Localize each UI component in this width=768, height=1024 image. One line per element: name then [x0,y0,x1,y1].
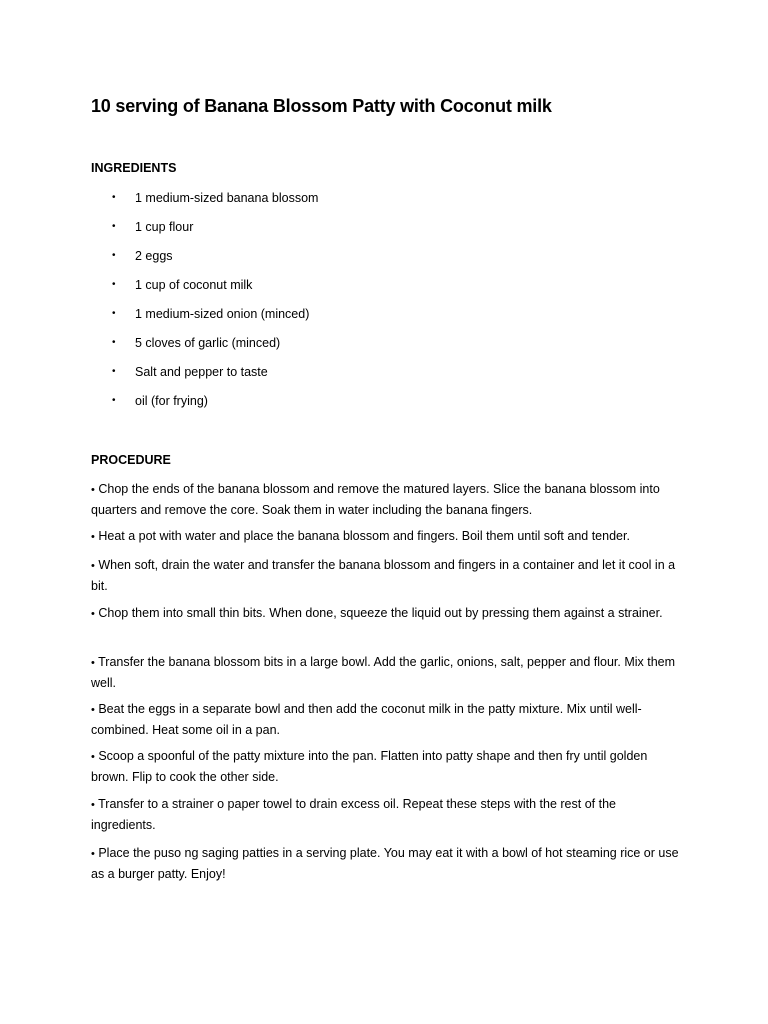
procedure-step [91,653,681,693]
bullet-icon: • [91,484,95,496]
ingredient-text: oil (for frying) [135,394,208,408]
ingredient-item [0,304,500,324]
ingredient-item [0,333,500,353]
bullet-icon: • [112,279,116,290]
bullet-icon: • [91,799,95,811]
procedure-step-text: Beat the eggs in a separate bowl and then add the coconut milk in the patty mixture. Mix until well-combined. Heat some oil in a pan. [91,702,642,737]
ingredient-text: 1 cup flour [135,220,194,234]
bullet-icon: • [112,366,116,377]
procedure-step [91,604,681,625]
ingredient-item [0,246,500,266]
procedure-step [91,700,681,740]
bullet-icon: • [91,608,95,620]
procedure-heading: PROCEDURE [91,453,171,467]
procedure-step-text: Transfer to a strainer o paper towel to drain excess oil. Repeat these steps with the rest of the ingredients. [91,797,616,832]
procedure-step-text: When soft, drain the water and transfer the banana blossom and fingers in a container and let it cool in a bit. [91,558,676,593]
procedure-step-text: Chop the ends of the banana blossom and remove the matured layers. Slice the banana blossom into quarters and remove the core. Soak them in water including the banana fingers. [91,482,660,517]
bullet-icon: • [91,560,95,572]
bullet-icon: • [91,531,95,543]
procedure-step [91,844,681,884]
ingredient-item [0,362,500,382]
bullet-icon: • [91,657,95,669]
bullet-icon: • [112,192,116,203]
ingredient-text: 2 eggs [135,249,173,263]
procedure-step [91,747,681,787]
ingredient-text: 1 medium-sized banana blossom [135,191,319,205]
bullet-icon: • [91,704,95,716]
ingredient-item [0,275,500,295]
procedure-step [91,795,681,835]
procedure-step-text: Transfer the banana blossom bits in a large bowl. Add the garlic, onions, salt, pepper and flour. Mix them well. [91,655,676,690]
ingredients-heading: INGREDIENTS [91,161,177,175]
procedure-step-text: Scoop a spoonful of the patty mixture into the pan. Flatten into patty shape and then fry until golden brown. Flip to cook the other side. [91,749,648,784]
ingredient-item [0,188,500,208]
procedure-step-text: Chop them into small thin bits. When done, squeeze the liquid out by pressing them against a strainer. [98,606,663,620]
ingredient-item [0,217,500,237]
procedure-step-text: Heat a pot with water and place the banana blossom and fingers. Boil them until soft and tender. [98,529,630,543]
document-title: 10 serving of Banana Blossom Patty with Coconut milk [91,96,552,116]
bullet-icon: • [91,848,95,860]
procedure-step-text: Place the puso ng saging patties in a serving plate. You may eat it with a bowl of hot steaming rice or use as a burger patty. Enjoy! [91,846,679,881]
procedure-step [91,556,681,596]
bullet-icon: • [112,395,116,406]
bullet-icon: • [112,308,116,319]
bullet-icon: • [112,250,116,261]
bullet-icon: • [112,337,116,348]
bullet-icon: • [112,221,116,232]
ingredient-item [0,391,500,411]
ingredient-text: 1 medium-sized onion (minced) [135,307,310,321]
procedure-step [91,527,681,548]
ingredient-text: 1 cup of coconut milk [135,278,253,292]
ingredient-text: Salt and pepper to taste [135,365,268,379]
ingredient-text: 5 cloves of garlic (minced) [135,336,281,350]
bullet-icon: • [91,751,95,763]
procedure-step [91,480,681,520]
